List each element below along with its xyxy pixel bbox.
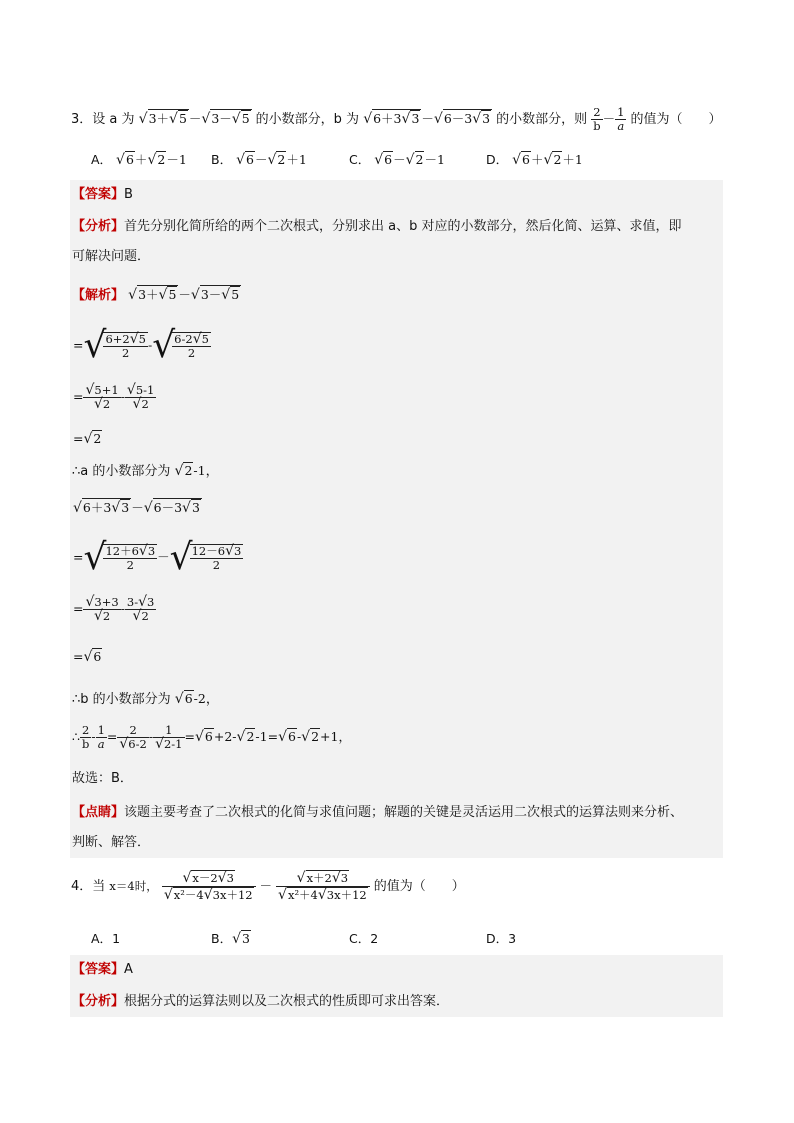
- q3-comment: [72, 798, 722, 858]
- q3-analysis: [72, 212, 722, 272]
- analysis-text: 根据分式的运算法则以及二次根式的性质即可求出答案．: [124, 994, 450, 1009]
- solution-step-1: √3＋√5 －√3－√5: [128, 287, 240, 303]
- q3-option-b[interactable]: [211, 150, 307, 168]
- option-letter: B．: [211, 931, 233, 946]
- option-expr: √6－√2－1: [374, 152, 445, 168]
- solution-step-2: =√ $\frac{6+2√5}{2}$ -√ $\frac{6-2√5}{2}$: [73, 325, 209, 366]
- option-letter: A．: [91, 152, 113, 167]
- q3-answer: [72, 180, 133, 210]
- option-expr: √6－√2＋1: [236, 152, 307, 168]
- analysis-tag: 【分析】: [72, 219, 125, 234]
- q3-stem-d: 的值为（ ）: [630, 112, 722, 127]
- q3-expr-c: $\frac{2}{b}$ － $\frac{1}{a}$: [593, 105, 625, 133]
- option-expr: √3: [232, 931, 250, 947]
- analysis-line-2: 可解决问题．: [72, 249, 151, 264]
- option-letter: A．: [91, 931, 113, 946]
- q4-option-c[interactable]: [349, 929, 378, 947]
- q4-stem-a: 4．当: [71, 879, 106, 894]
- option-letter: C．: [349, 152, 371, 167]
- question-3-stem: [71, 106, 721, 133]
- solution-step-10: ∴b 的小数部分为 √6-2，: [72, 691, 219, 707]
- analysis-tag: 【分析】: [72, 994, 125, 1009]
- solution-step-6: √6＋3√3 －√6－3√3: [73, 500, 200, 516]
- solution-step-4: =√2: [73, 431, 102, 447]
- comment-line-2: 判断、解答．: [72, 835, 151, 850]
- q4-stem-b: 的值为（ ）: [373, 879, 465, 894]
- answer-value: B: [124, 187, 133, 202]
- option-letter: B．: [211, 152, 233, 167]
- q4-condition: x＝4时，: [109, 879, 158, 893]
- q3-expr-a: √3＋√5 －√3－√5: [138, 111, 250, 127]
- solution-tag: 【解析】: [72, 288, 125, 303]
- solution-step-8: = $\frac{√3+3}{√2}$ - $\frac{3-√3}{√2}$: [73, 594, 155, 624]
- q3-stem-a: 3．设 a 为: [71, 112, 135, 127]
- option-expr: √6＋√2－1: [116, 152, 187, 168]
- analysis-line-1: 首先分别化简所给的两个二次根式，分别求出 a、b 对应的小数部分，然后化简、运算、求值，即: [124, 219, 682, 234]
- q4-option-a[interactable]: [91, 929, 120, 947]
- option-letter: D．: [486, 152, 509, 167]
- q3-solution-start: [72, 280, 241, 311]
- answer-tag: 【答案】: [72, 187, 125, 202]
- q3-stem-b: 的小数部分，b 为: [255, 112, 360, 127]
- option-expr: 3: [508, 931, 517, 946]
- q3-stem-c: 的小数部分，则: [496, 112, 588, 127]
- q4-option-b[interactable]: [211, 929, 251, 947]
- q4-answer: [72, 955, 133, 985]
- q4-option-d[interactable]: [486, 929, 516, 947]
- option-expr: 2: [370, 931, 379, 946]
- option-letter: D．: [486, 931, 509, 946]
- solution-step-9: =√6: [73, 649, 102, 665]
- q3-option-d[interactable]: [486, 150, 583, 168]
- question-4-stem: [71, 870, 465, 903]
- answer-value: A: [124, 962, 133, 977]
- solution-step-5: ∴a 的小数部分为 √2-1，: [72, 463, 219, 479]
- option-expr: √6＋√2＋1: [512, 152, 583, 168]
- comment-tag: 【点睛】: [72, 805, 125, 820]
- q4-expr: $\frac{√x-2√3}{\text{√x²－4√3x＋12}}$ － $\frac{√x+2√3}{\text{√x²＋4√3x＋12}}$: [162, 878, 374, 893]
- comment-line-1: 该题主要考查了二次根式的化简与求值问题；解题的关键是灵活运用二次根式的运算法则来分析、: [124, 805, 684, 820]
- solution-step-11: ∴ $\frac{2}{b}$ - $\frac{1}{a}$ = $\frac{2}{√6-2}$ - $\frac{1}{√2-1}$ =√6+2-√2-1=√6-√2+1，: [72, 723, 351, 752]
- solution-step-12: 故选：B．: [72, 771, 133, 786]
- q3-option-a[interactable]: [91, 150, 187, 168]
- q3-option-c[interactable]: [349, 150, 445, 168]
- q3-expr-b: √6＋3√3 －√6－3√3: [363, 111, 491, 127]
- answer-tag: 【答案】: [72, 962, 125, 977]
- q4-analysis: [72, 987, 449, 1017]
- option-letter: C．: [349, 931, 371, 946]
- option-expr: 1: [112, 931, 121, 946]
- solution-step-7: =√ $\frac{12+6√3}{2}$ －√ $\frac{12-6√3}{2}$: [73, 537, 242, 578]
- solution-step-3: = $\frac{√5+1}{√2}$ - $\frac{√5-1}{√2}$: [73, 382, 155, 412]
